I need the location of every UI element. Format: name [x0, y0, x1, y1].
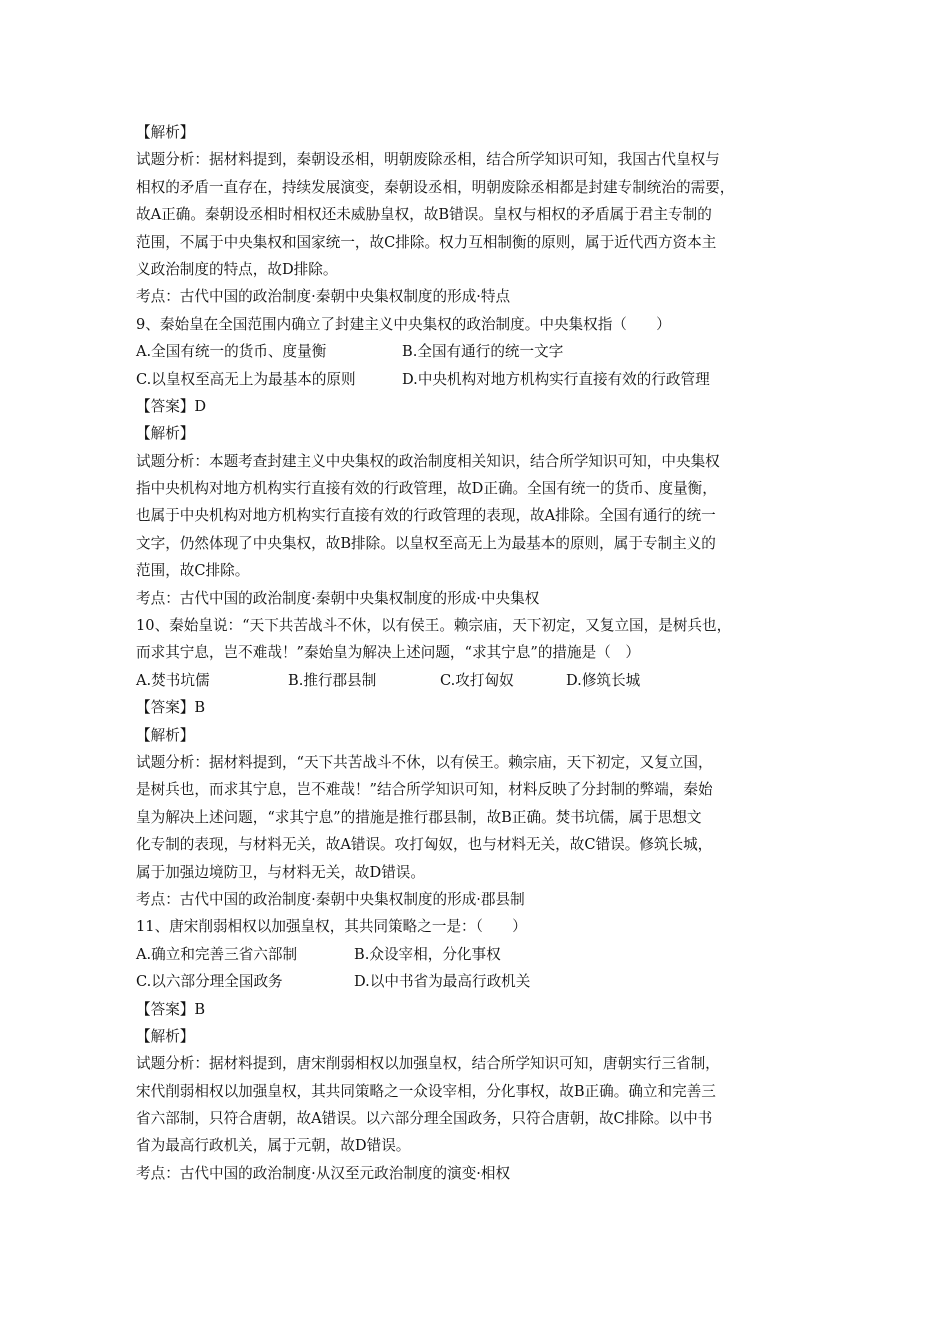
- question-10: [136, 612, 850, 913]
- q8-analysis: [136, 119, 850, 311]
- kaodian-line: 考点：古代中国的政治制度·秦朝中央集权制度的形成·郡县制: [136, 890, 525, 908]
- option-d: D.修筑长城: [566, 671, 641, 689]
- analysis-line: 是树兵也，而求其宁息，岂不难哉！”结合所学知识可知，材料反映了分封制的弊端，秦始: [136, 781, 713, 799]
- analysis-line: 宋代削弱相权以加强皇权，其共同策略之一众设宰相，分化事权，故B正确。确立和完善三: [136, 1082, 716, 1100]
- answer-line: 【答案】B: [136, 699, 206, 717]
- analysis-line: 试题分析：据材料提到，“天下共苦战斗不休，以有侯王。赖宗庙，天下初定，又复立国，: [136, 753, 713, 771]
- analysis-heading: 【解析】: [136, 1027, 195, 1045]
- option-c: C.以皇权至高无上为最基本的原则: [136, 370, 356, 388]
- question-stem: 9、秦始皇在全国范围内确立了封建主义中央集权的政治制度。中央集权指（ ）: [136, 315, 671, 333]
- analysis-heading: 【解析】: [136, 124, 195, 141]
- analysis-line: 也属于中央机构对地方机构实行直接有效的行政管理的表现，故A排除。全国有通行的统一: [136, 507, 716, 525]
- option-a: A.全国有统一的货币、度量衡: [136, 343, 327, 361]
- analysis-line: 相权的矛盾一直存在，持续发展演变，秦朝设丞相，明朝废除丞相都是封建专制统治的需要，: [136, 178, 735, 196]
- analysis-line: 试题分析：据材料提到，唐宋削弱相权以加强皇权，结合所学知识可知，唐朝实行三省制，: [136, 1055, 720, 1073]
- analysis-heading: 【解析】: [136, 425, 195, 443]
- analysis-line: 故A正确。秦朝设丞相时相权还未威胁皇权，故B错误。皇权与相权的矛盾属于君主专制的: [136, 206, 712, 224]
- answer-line: 【答案】D: [136, 397, 207, 415]
- analysis-line: 属于加强边境防卫，与材料无关，故D错误。: [136, 863, 425, 881]
- kaodian-line: 考点：古代中国的政治制度·秦朝中央集权制度的形成·中央集权: [136, 589, 540, 607]
- option-b: B.推行郡县制: [288, 671, 377, 689]
- analysis-line: 化专制的表现，与材料无关，故A错误。攻打匈奴，也与材料无关，故C错误。修筑长城，: [136, 836, 713, 854]
- analysis-line: 指中央机构对地方机构实行直接有效的行政管理，故D正确。全国有统一的货币、度量衡，: [136, 480, 717, 498]
- analysis-line: 范围，不属于中央集权和国家统一，故C排除。权力互相制衡的原则，属于近代西方资本主: [136, 233, 717, 251]
- analysis-line: 试题分析：据材料提到，秦朝设丞相，明朝废除丞相，结合所学知识可知，我国古代皇权与: [136, 151, 720, 169]
- question-stem: 11、唐宋削弱相权以加强皇权，其共同策略之一是：（ ）: [136, 918, 527, 936]
- analysis-line: 义政治制度的特点，故D排除。: [136, 260, 338, 278]
- analysis-heading: 【解析】: [136, 726, 195, 744]
- option-c: C.以六部分理全国政务: [136, 973, 283, 991]
- question-11: [136, 913, 850, 1187]
- analysis-line: 范围，故C排除。: [136, 562, 250, 580]
- analysis-line: 试题分析：本题考查封建主义中央集权的政治制度相关知识，结合所学知识可知，中央集权: [136, 452, 720, 470]
- option-d: D.以中书省为最高行政机关: [354, 973, 531, 991]
- option-b: B.众设宰相，分化事权: [354, 945, 501, 963]
- analysis-line: 省六部制，只符合唐朝，故A错误。以六部分理全国政务，只符合唐朝，故C排除。以中书: [136, 1110, 713, 1128]
- kaodian-line: 考点：古代中国的政治制度·秦朝中央集权制度的形成·特点: [136, 288, 511, 306]
- options-row: [136, 667, 850, 694]
- options-row: [136, 941, 850, 968]
- options-row: [136, 968, 850, 995]
- option-b: B.全国有通行的统一文字: [402, 343, 564, 361]
- option-c: C.攻打匈奴: [440, 671, 514, 689]
- option-a: A.确立和完善三省六部制: [136, 945, 298, 963]
- options-row: [136, 366, 850, 393]
- question-stem: 10、秦始皇说：“天下共苦战斗不休，以有侯王。赖宗庙，天下初定，又复立国，是树兵也，: [136, 617, 732, 635]
- question-stem: 而求其宁息，岂不难哉！”秦始皇为解决上述问题，“求其宁息”的措施是（ ）: [136, 644, 640, 662]
- question-9: [136, 311, 850, 612]
- analysis-line: 文字，仍然体现了中央集权，故B排除。以皇权至高无上为最基本的原则，属于专制主义的: [136, 534, 716, 552]
- options-row: [136, 338, 850, 365]
- answer-line: 【答案】B: [136, 1000, 206, 1018]
- option-a: A.焚书坑儒: [136, 671, 210, 689]
- option-d: D.中央机构对地方机构实行直接有效的行政管理: [402, 370, 710, 388]
- kaodian-line: 考点：古代中国的政治制度·从汉至元政治制度的演变·相权: [136, 1164, 511, 1182]
- analysis-line: 皇为解决上述问题，“求其宁息”的措施是推行郡县制，故B正确。焚书坑儒，属于思想文: [136, 808, 702, 826]
- analysis-line: 省为最高行政机关，属于元朝，故D错误。: [136, 1137, 411, 1155]
